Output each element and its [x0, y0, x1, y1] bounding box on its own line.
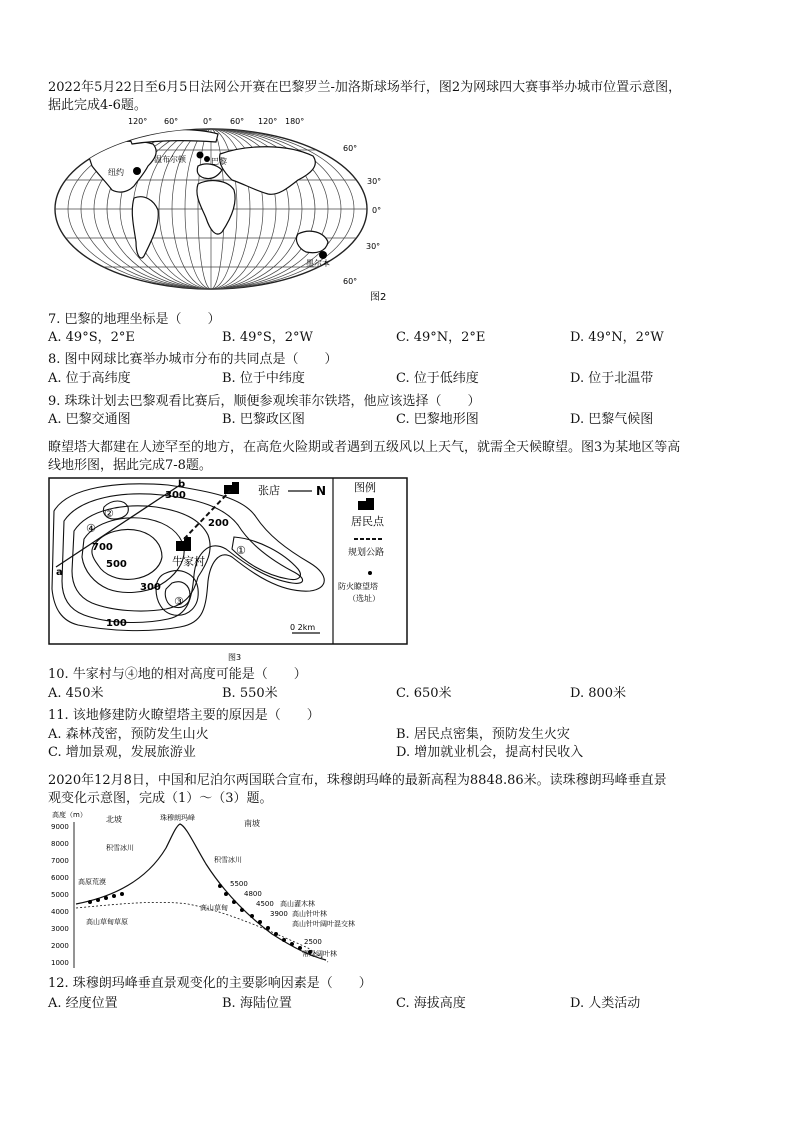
- y-tick-3000: 3000: [51, 925, 69, 933]
- q7-option-d[interactable]: D. 49°N，2°W: [570, 330, 664, 345]
- y-tick-5000: 5000: [51, 891, 69, 899]
- contour-label-200: 200: [208, 518, 229, 529]
- legend-road: 规划公路: [348, 548, 385, 558]
- q10-option-d[interactable]: D. 800米: [570, 686, 627, 701]
- lon-label-120w: 120°: [128, 117, 148, 126]
- axis-title: 高度（m）: [52, 811, 87, 819]
- lon-label-0: 0°: [203, 117, 213, 126]
- intro2-line1: 瞭望塔大都建在人迹罕至的地方，在高危火险期或者遇到五级风以上天气，就需全天候瞭望。图3为某地区等高: [48, 440, 681, 455]
- y-tick-2000: 2000: [51, 942, 69, 950]
- contour-label-300: 300: [140, 582, 161, 593]
- q7-stem: 7. 巴黎的地理坐标是（ ）: [48, 312, 221, 327]
- contour-map-figure: [48, 477, 408, 665]
- north-label: N: [316, 484, 327, 498]
- contour-label-100: 100: [106, 618, 127, 629]
- q11-option-b[interactable]: B. 居民点密集，预防发生火灾: [396, 727, 570, 742]
- q12-stem: 12. 珠穆朗玛峰垂直景观变化的主要影响因素是（ ）: [48, 976, 372, 991]
- q7-option-a[interactable]: A. 49°S，2°E: [48, 330, 135, 345]
- q12-option-b[interactable]: B. 海陆位置: [222, 996, 292, 1011]
- q8-option-c[interactable]: C. 位于低纬度: [396, 371, 479, 386]
- lat-label-60s: 60°: [343, 277, 358, 286]
- elev-4800: 4800: [244, 890, 262, 898]
- city-wimbledon-label: 温布尔顿: [154, 155, 186, 164]
- contour-label-700: 700: [92, 542, 113, 553]
- place-niujiacun: 牛家村: [172, 555, 205, 568]
- q9-option-a[interactable]: A. 巴黎交通图: [48, 412, 131, 427]
- figure3-caption: 图3: [228, 653, 242, 662]
- map-frame: [49, 478, 407, 644]
- q8-option-d[interactable]: D. 位于北温带: [570, 371, 654, 386]
- place-zhangdian: 张店: [258, 484, 280, 497]
- lat-label-30n: 30°: [367, 177, 382, 186]
- q10-option-b[interactable]: B. 550米: [222, 686, 278, 701]
- point-label-4: ④: [86, 522, 96, 535]
- q11-stem: 11. 该地修建防火瞭望塔主要的原因是（ ）: [48, 708, 320, 723]
- q7-option-c[interactable]: C. 49°N，2°E: [396, 330, 486, 345]
- letter-b: b: [178, 479, 186, 490]
- q11-option-c[interactable]: C. 增加景观，发展旅游业: [48, 745, 196, 760]
- everest-profile-figure: [48, 808, 388, 972]
- contour-label-300-top: 300: [165, 490, 186, 501]
- lat-label-0: 0°: [372, 206, 382, 215]
- city-wimbledon-marker: [197, 152, 204, 159]
- intro1-line2: 据此完成4-6题。: [48, 98, 147, 113]
- q8-stem: 8. 图中网球比赛举办城市分布的共同点是（ ）: [48, 352, 338, 367]
- lon-label-60w: 60°: [164, 117, 179, 126]
- city-melbourne-marker: [319, 251, 327, 259]
- q11-option-d[interactable]: D. 增加就业机会，提高村民收入: [396, 745, 584, 760]
- lon-label-60e: 60°: [230, 117, 245, 126]
- label-steppe-north: 高山草甸草原: [86, 918, 128, 926]
- q12-option-c[interactable]: C. 海拔高度: [396, 996, 466, 1011]
- contour-label-500: 500: [106, 559, 127, 570]
- q8-option-b[interactable]: B. 位于中纬度: [222, 371, 305, 386]
- scale-label: 0 2km: [290, 623, 316, 632]
- lat-label-60n: 60°: [343, 144, 358, 153]
- y-tick-8000: 8000: [51, 840, 69, 848]
- intro1-line1: 2022年5月22日至6月5日法网公开赛在巴黎罗兰-加洛斯球场举行，图2为网球四大赛事举办城市位置示意图，: [48, 80, 682, 95]
- q10-option-c[interactable]: C. 650米: [396, 686, 452, 701]
- label-meadow-south: 高山草甸: [200, 904, 228, 912]
- q9-option-c[interactable]: C. 巴黎地形图: [396, 412, 479, 427]
- label-glacier-south: 积雪冰川: [214, 856, 242, 864]
- y-tick-1000: 1000: [51, 959, 69, 967]
- legend-tower: 防火瞭望塔: [338, 582, 378, 591]
- label-glacier-north: 积雪冰川: [106, 844, 134, 852]
- legend-settlement: 居民点: [351, 515, 384, 528]
- intro3-line2: 观变化示意图，完成（1）～（3）题。: [48, 791, 273, 806]
- y-tick-4000: 4000: [51, 908, 69, 916]
- y-ticks: [51, 823, 69, 967]
- y-tick-7000: 7000: [51, 857, 69, 865]
- label-conifer: 高山针叶林: [292, 910, 327, 918]
- elev-3900: 3900: [270, 910, 288, 918]
- city-newyork-marker: [133, 167, 141, 175]
- intro2-line2: 线地形图，据此完成7-8题。: [48, 458, 212, 473]
- city-paris-label: 巴黎: [211, 157, 227, 166]
- point-label-2: ②: [104, 507, 114, 520]
- q9-option-b[interactable]: B. 巴黎政区图: [222, 412, 305, 427]
- elev-2500: 2500: [304, 938, 322, 946]
- city-newyork-label: 纽约: [108, 168, 124, 177]
- lat-label-30s: 30°: [366, 242, 381, 251]
- label-shrub: 高山灌木林: [280, 900, 315, 908]
- lon-label-120e: 120°: [258, 117, 278, 126]
- legend-tower-icon: [368, 571, 372, 575]
- elev-5500: 5500: [230, 880, 248, 888]
- city-paris-marker: [204, 156, 210, 162]
- label-desert: 高原荒漠: [78, 878, 106, 886]
- q10-option-a[interactable]: A. 450米: [48, 686, 104, 701]
- label-mixed-forest: 高山针叶阔叶混交林: [292, 920, 355, 928]
- intro3-line1: 2020年12月8日，中国和尼泊尔两国联合宣布，珠穆朗玛峰的最新高程为8848.86米。读珠穆朗玛峰垂直景: [48, 773, 667, 788]
- legend-title: 图例: [354, 481, 376, 494]
- point-label-3: ③: [174, 595, 184, 608]
- q7-option-b[interactable]: B. 49°S，2°W: [222, 330, 313, 345]
- q8-option-a[interactable]: A. 位于高纬度: [48, 371, 131, 386]
- legend-tower-sub: （选址）: [348, 594, 380, 603]
- y-tick-9000: 9000: [51, 823, 69, 831]
- figure2-caption: 图2: [370, 292, 387, 303]
- q11-option-a[interactable]: A. 森林茂密，预防发生山火: [48, 727, 209, 742]
- label-north-slope: 北坡: [106, 815, 122, 824]
- q12-option-a[interactable]: A. 经度位置: [48, 996, 118, 1011]
- letter-a: a: [56, 567, 63, 578]
- elev-4500: 4500: [256, 900, 274, 908]
- q12-option-d[interactable]: D. 人类活动: [570, 996, 641, 1011]
- point-label-1: ①: [236, 544, 246, 557]
- lon-label-180: 180°: [285, 117, 305, 126]
- label-south-slope: 南坡: [244, 819, 260, 828]
- y-tick-6000: 6000: [51, 874, 69, 882]
- label-evergreen: 常绿阔叶林: [302, 950, 337, 958]
- label-peak: 珠穆朗玛峰: [160, 814, 195, 822]
- q9-option-d[interactable]: D. 巴黎气候图: [570, 412, 654, 427]
- city-melbourne-label: 墨尔本: [306, 259, 330, 268]
- q10-stem: 10. 牛家村与④地的相对高度可能是（ ）: [48, 667, 307, 682]
- q9-stem: 9. 珠珠计划去巴黎观看比赛后，顺便参观埃菲尔铁塔，他应该选择（ ）: [48, 394, 481, 409]
- world-map-figure: [48, 114, 403, 306]
